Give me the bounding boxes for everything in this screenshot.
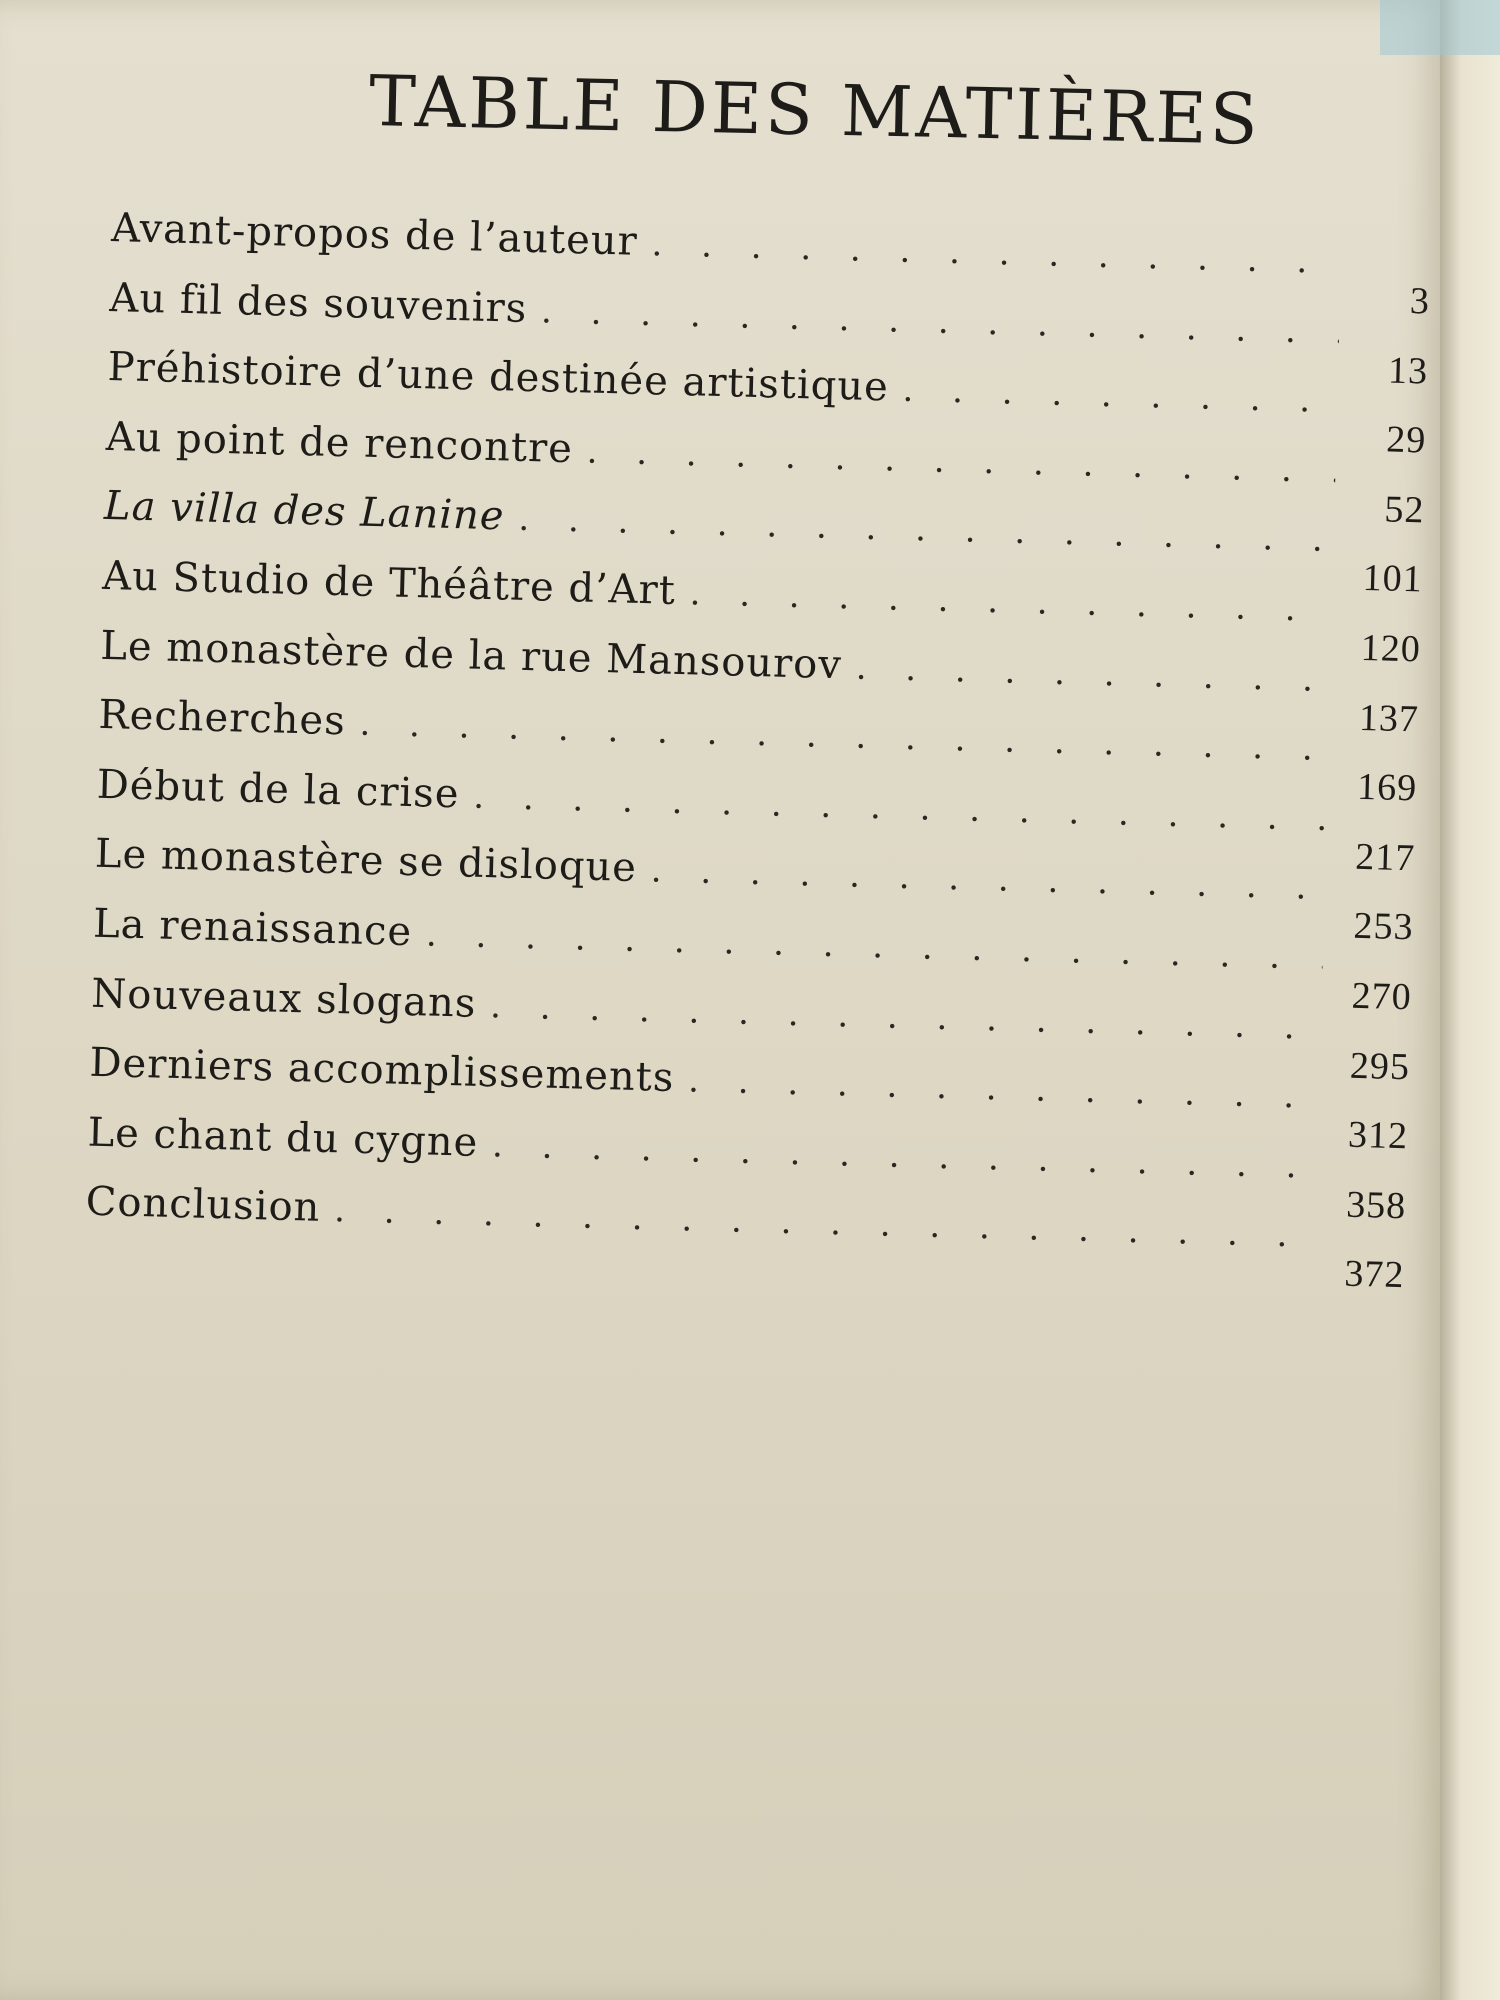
toc-entry-page: 137 <box>1358 696 1420 740</box>
toc-entry-page: 29 <box>1385 418 1427 462</box>
page-title: TABLE DES MATIÈRES <box>368 60 1262 161</box>
toc-entry-page: 217 <box>1354 835 1416 880</box>
toc-entry-title: La renaissance <box>92 900 413 956</box>
toc-entry-page: 13 <box>1387 349 1429 393</box>
toc-entry-page: 101 <box>1362 557 1424 601</box>
toc-entry-title: Avant-propos de l’auteur <box>110 205 639 265</box>
toc-entry-page: 358 <box>1345 1183 1407 1227</box>
toc-entry-page: 295 <box>1349 1044 1411 1088</box>
toc-entry-page: 3 <box>1409 280 1431 323</box>
dot-leader <box>855 647 1330 699</box>
toc-entry-title: Au fil des souvenirs <box>108 274 528 332</box>
toc-entry-page: 169 <box>1356 765 1418 810</box>
toc-entry-title: La villa des Lanine <box>103 483 506 540</box>
dot-leader <box>688 1061 1320 1118</box>
toc-entry-page: 253 <box>1352 905 1415 949</box>
toc-entry-page: 52 <box>1383 488 1426 532</box>
table-of-contents <box>85 205 1432 1297</box>
toc-entry-page: 312 <box>1347 1113 1409 1158</box>
toc-entry-title: Préhistoire d’une destinée artistique <box>107 344 890 411</box>
toc-entry-page: 372 <box>1343 1252 1405 1297</box>
toc-entry-title: Le monastère se disloque <box>94 831 638 892</box>
toc-entry-title: Au point de rencontre <box>105 413 574 472</box>
dot-leader <box>902 370 1338 421</box>
toc-entry-title: Début de la crise <box>96 761 461 818</box>
background-corner <box>1380 0 1500 55</box>
toc-entry-title: Derniers accomplissements <box>88 1039 675 1102</box>
toc-entry-title: Le monastère de la rue Mansourov <box>99 622 843 688</box>
toc-entry-title: Nouveaux slogans <box>90 970 477 1027</box>
dot-leader <box>689 573 1332 630</box>
toc-entry-title: Le chant du cygne <box>87 1109 479 1166</box>
toc-entry-title: Conclusion <box>85 1178 321 1232</box>
toc-entry-page: 270 <box>1351 974 1413 1019</box>
toc-entry-title: Au Studio de Théâtre d’Art <box>101 552 677 614</box>
toc-entry-page: 120 <box>1360 626 1422 671</box>
toc-entry-title: Recherches <box>98 691 347 745</box>
page-gutter <box>1440 0 1500 2000</box>
